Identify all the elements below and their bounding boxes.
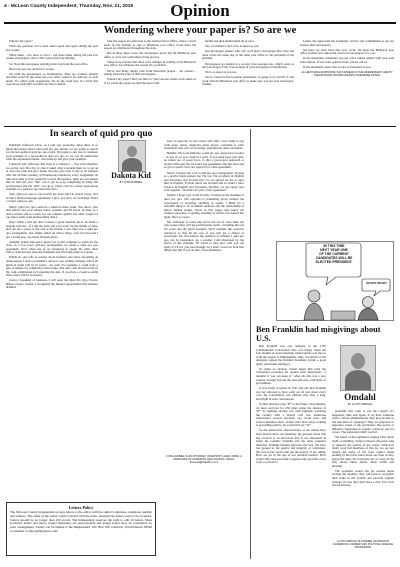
- editorial-headline: Wondering where your paper is? So are we: [103, 25, 297, 36]
- paragraph: In the meantime, remember you get a free online edition with your paid subscription. If you want to know more, please call us.: [300, 56, 394, 64]
- author-bio-omdahl: LLOYD OMDAHL IS FORMER LIEUTENANT GOVERNOR. FORMER UND POLITICAL SCIENCE PROFESSOR: [332, 540, 394, 549]
- paragraph: Elijah: As one who is serious about business and about becoming an entrepreneur, I plan to establish a quid pro quo trading company where all kinds of items will be by barter - no cash. For example, I could trade a pile of lumber for somebody's motor bike. The only cash involved will be my cash commission for brokering the deal. If you have a creative saddle mate, there will be no money.: [6, 255, 98, 278]
- section-divider: [4, 126, 396, 127]
- quid-column-1: [6, 144, 98, 292]
- paragraph: Sam: Quid pro quo is you scratch my back and I'll scratch yours. Sort of like a mutual massage agreement. I give, you give, we exchange. That's a classic quid pro quo.: [6, 192, 98, 204]
- editorial-cartoon: [276, 241, 394, 321]
- paragraph: Jessica: Speaking of business, I will open the Quid Pro Quo Tavern. Being a liquor wizard, I recognized the limited opportunities that amateur drinkers: [6, 278, 98, 290]
- paragraph: Sierra: Tryston and I are a quid pro quo arrangement. Tryston is a terrific math student but I'm not. I'm excellent in English and Literature and Tryston isn't. So we agreed for me to tutor him in English. Tryston tutors me in math and in return I tutor Tryston in English and Literature. Besides, we get along very well together - but that's not part of the agreement.: [164, 170, 244, 193]
- paragraph: So Ben inserted a big "IF" to the future. Nevertheless, we have survived for 230 years under the shadow of "IF" by fighting another war with England, wrecking the country with a bloody civil war, numerous depressions, several elections, two world wars, and several mistakes since. If then were here today, looking at prevailing politics, he would still say "IF.": [256, 401, 326, 428]
- paragraph: Autumn: When Sam and I agreed we would volunteer to swim for the class on a low pool, girl-boy arrangement we made a quid pro quo agreement. Now when one of us volunteers to speak, the other must follow. Sam has just done his statement and I'm doing mine as I speak.: [6, 239, 98, 255]
- column-headline-franklin: Ben Franklin had misgivings about U.S.: [256, 325, 381, 343]
- speech-line: NEXT YEAR ONE: [320, 247, 348, 252]
- paragraph: Yet much of the legislature ringing false about 1920 of anything. Today's interest advocates tend to supports the quality of the voters. With how many were full members of this lot, we are not raising the name of the state capitol steam nothing in the brick stand about our ruler as they began the time, the following list of cases in the flag chose) likely debate about tariffs and housing.: [332, 435, 394, 468]
- paragraph: Nate: When I told my dad I wanted a good baseball glove, he made a bargain with me - if I did the lawn and yard work for the month of June, he'd get me a glove at the end of the month. I did. That was a quid pro quo arrangement. Our family ended up with a sharp, well cut lawn and I got a brand new, top-notch baseball glove.: [6, 220, 98, 239]
- paragraph: We're as upset as you are.: [205, 70, 237, 75]
- letters-policy-box: [6, 502, 156, 556]
- paragraph: Yes, we mailed it and we're as upset as you.: [205, 44, 260, 49]
- paragraph: Where's my paper? Did you miss it? One late-our reader even asked us if we saved the papers up until the end of the: [104, 77, 196, 85]
- cartoon-reply: I'M NOT READY: [365, 281, 388, 285]
- paragraph: But in those three cases, the newspapers never left the Bismarck post office or were lost somewhere in the process.: [104, 51, 196, 59]
- paragraph: Ms. Jefferson: It looks like we've run out of class time. All who spoke today will get participation credit - including the one for scrub and the Quid example. We'll examine this exercise tomorrow so that all the rest of you will get a chance to participate. We will explore the question of whether a quid pro quo can be negotiated. As a teacher I am impressed by the basics of this example. I'll watch to hear how well you can apply it. I'll say you soon though. As I learn. Good we look into things like this if you do that. Class dismissed.: [164, 219, 244, 253]
- speech-line: ELECTED PRESIDENT.: [315, 259, 353, 264]
- author-byline-omdahl: BY LLOYD OMDAHL: [347, 403, 373, 406]
- section-title: Opinion: [170, 1, 230, 20]
- paragraph: So! Note this newspaper printing plant, but from the post office.: [9, 61, 89, 66]
- editorial-column-2: [104, 40, 196, 87]
- paragraph: We print the newspapers on Wednesdays. They are counted, labeled and then sorted in the order the post office wants it for delivery to each home. It's called walk sequencing. We do the work here in a level that even those with ZIP's wouldn't be able to match.: [6, 71, 98, 87]
- paragraph: president who want to run the country. It's happened, time and again. If we have someone with a corrupt administration, they may be able to use this kind of language? They are prepared to negotiate. Some of the politicians: that power to influence legislation to require a literacy test for voters. The legislation didn't teach it.: [332, 409, 394, 435]
- speech-line: CANDIDATES WILL BE: [315, 255, 353, 260]
- author-photo: [118, 140, 146, 172]
- franklin-column-2: [332, 410, 394, 489]
- author-photo-omdahl: [340, 345, 376, 391]
- paragraph: The populists would sell get serious about serving the republic, they will need to recognize their stake in the system and become vigilant citizens. Or else they don't have a clue. Few facts and all hearsay.: [332, 468, 394, 488]
- editorial-column-4: [300, 40, 394, 77]
- paragraph: Newspapers are mailed at a second class postage rate, which saves us and you money. First class postage of your newspaper is insufficient.: [202, 61, 294, 70]
- paragraph: Ben Franklin was one delegate to the 1787 Constitutional Convention who was happy when the four months of secret meetings ended and he was free to walk the streets of Philadelphia. Only two-thirds of the delegates signed the finished document (while a good many went home unhappy).: [256, 344, 326, 366]
- page-info: 4 - McLean County Independent, Thursday, Nov. 21, 2019: [4, 4, 134, 9]
- speech-line: OF THE CURRENT: [319, 251, 349, 256]
- author-name-omdahl: Omdahl: [344, 392, 376, 402]
- column-headline: In search of quid pro quo: [49, 129, 153, 139]
- paragraph: That's the question we've been asked again and again during the past few weeks.: [6, 44, 98, 52]
- paragraph: We've had many phone calls from important people - our readers - asking about the state of their newspapers.: [104, 68, 196, 77]
- paragraph: There were excuses that there were changes in staffing at the Bismarck post office, but whatever the reason it's a problem.: [104, 59, 196, 68]
- paragraph: Three times - two once or twice - but three times during the past few weeks, newspapers sent to ZIP codes turned up missing.: [6, 52, 98, 61]
- author-name: Dakota Kid: [111, 171, 151, 180]
- letters-policy-body: The McLean County Independent accepts letters to the editor with the author's signature, telephone number and address. The name of the writer will be printed with the letter. Anonymous letters will not be accepted. Letters should be no longer than 250 words. The Independent reserves the right to edit all letters. Mass produced letters and photo copied signatures are unacceptable and longer letters may be considered by prior arrangement. Letters can be mailed to the Independent, P.O. Box 309, Garrison, North Dakota 58540 or emailed to editor@bhgnews.com.: [10, 510, 152, 533]
- paragraph: have to perform. So the tavern will offer a free drink to any valid stage, dance, magician, piano player, comedian or other entertainer who will, in exchange, entertain the other customers.: [164, 139, 244, 151]
- paragraph: It was easily accepted in 1791 and one that Franklin was not allowed to have early on. In just about every case, the Constitution was ratified only after a long, hard fight in state conventions.: [256, 386, 326, 401]
- paragraph: Lanny. We appreciate his exemplary service and commitment to get our readers their newspapers.: [300, 39, 394, 47]
- paragraph: Cameron: Ms. Jefferson, this class is a cafeteria? ... You will remember we on the very first day of class I asked what a student must do to get an A. You can work and get a bonus and also give a list to any of all students who did all their reading, all homework, handed in every assignment on time and came to class regularly to class discussions. Quid pro quo means this for that and your "this" was to get an A by completing all study and participation and the "that" was an A. There can't be a more appropriate example of a quid pro quo than this class.: [6, 162, 98, 192]
- letters-policy-title: Letters Policy: [68, 505, 94, 510]
- paragraph: Where's my paper?: [9, 39, 33, 43]
- editorial-board-note: ALL EDITORIALS/OPINIONS THAT APPEAR IN THE INDEPENDENT ARE BY THE EDITORIAL BOARD UNLESS OTHERWISE NOTED.: [301, 71, 393, 78]
- paragraph: Our newspaper readers who call, we'll mail a newspaper first class and often arrive the same day as the same post office or the problems of the problem.: [202, 49, 294, 61]
- speech-line: IN THIS TIME: [323, 244, 345, 248]
- cartoon-speech: [307, 245, 361, 265]
- author-byline: BY LYNN HUMMEL: [119, 181, 143, 184]
- paragraph: So the democratic characteristics of our nation have been altered since our founding, the greatest threat that has evolved is an electorate that is not interested in being the republic Franklin and the other founders intended. Franklin remains ignorant and lazy. We have lost ground as the quality and integrity of candidates. We vote fewer voters who put the quality of our ruling. How are we in the age of our political leaders? How weak? Our once-powerful Congress only provides a few ways to prevent a: [256, 428, 326, 465]
- paragraph: In the meantime, know that we are as frustrated as you.: [303, 65, 372, 70]
- paragraph: month and then mailed them all at once.: [205, 39, 255, 43]
- paragraph: We've contacted the Garrison postmaster, is going to try and fix it and work with the Bismarck post office to make sure you get your newspaper. Thanks.: [202, 75, 294, 87]
- paragraph: So when an anxious citizen asked him what the convention provided, he replied with skepticism: "a republic if you can keep it." After all, this was a new country moving beyond the trial-and-error principles of government.: [256, 366, 326, 386]
- quid-column-2: [164, 140, 244, 254]
- editorial-column-1: [6, 40, 98, 89]
- paragraph: Hamlet: The food bank has a quid pro quo approach to booker - as you go as you could in a spell. If you need food, just take; no return out of equal force. Is this a good-sport approach to books? Who gets the food and you agreement who hits hard and so got to spend. Now our approval is a fine agreement.: [164, 151, 245, 170]
- paragraph: Elizabeth Jefferson Close, as I told you yesterday, since there is so much discussion about what quid pro quo means, we are going to search for the non-political quid pro quo today. I'm going to ask you to volunteer your example of a non-political quid pro quo so we can all understand what the expression means. Just stand up and give your example.: [6, 143, 98, 162]
- paragraph: We hope we don't have that story work. We hope the Bismarck post office realizes how important your local newspaper is to you.: [300, 47, 394, 56]
- column-separator: [250, 129, 251, 559]
- author-bio: LYNN HUMMEL IS AN ATTORNEY IN DETROIT LAKES, MINN. A GRADUATE OF GARRISON HIGH SCHOOL. EMAIL: lhummel@lhlawfirm.com: [166, 455, 242, 464]
- paragraph: Marci: Quid pro quo could be a musical dance team. You throw your best efforts and your unique dance together and I'll throw in mine as a dance partner and as a team, we can compete against any other couple for top dance team at the homecoming dance.: [6, 204, 98, 220]
- masthead-rule: [4, 22, 396, 24]
- franklin-column-1: [256, 345, 326, 466]
- paragraph: Sent the papers are delivered to the Garrison Post Office, where a truck picks up the bundles to take to Bismarck post office. From there the papers are distributed throughout the state.: [104, 39, 196, 51]
- paragraph: Here's the process and how it works.: [9, 66, 55, 71]
- paragraph: Mollie: I hope I got credit for this. I looked up the meaning of quid pro quo. The opposite is something given without the expectation of receiving anything in return. I think it's a beautiful thing to do in human relations and the relationship of fellow human beings. Those in this pappy who know me without expecting or getting anything in return. I've earned her Quid. She's so sweet.: [164, 193, 244, 219]
- editorial-column-3: [202, 40, 294, 89]
